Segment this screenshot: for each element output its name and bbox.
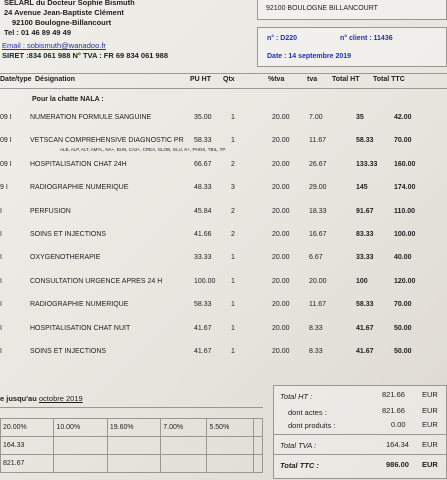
row-vat-amount: 8.33 [309,348,323,355]
row-unit-price: 66.67 [194,160,212,168]
client-number: n° client : 11436 [340,35,393,42]
total-ttc-label: Total TTC : [280,461,319,470]
client-address-box [257,0,447,20]
invoice-number: n° : D220 [267,35,298,42]
row-quantity: 1 [231,114,235,121]
table-row [0,295,447,317]
row-vat-amount: 16.67 [309,231,327,238]
row-vat-amount: 18.33 [309,207,327,215]
invoice-info-box [257,27,447,67]
issuer-email[interactable]: Email : sobismuth@wanadoo.fr [2,41,106,50]
row-total-ht: 83.33 [356,231,374,238]
client-city: 92100 BOULOGNE BILLANCOURT [266,5,378,12]
row-date: I [0,207,2,215]
table-row [0,108,447,130]
row-designation: HOSPITALISATION CHAT 24H [30,160,127,168]
col-date: Date/type [0,76,32,83]
row-vat-amount: 26.67 [309,160,327,168]
divider [0,407,263,408]
produits-value: 0.00 [391,420,406,429]
row-vat-rate: 20.00 [272,114,290,121]
currency: EUR [422,420,438,429]
paid-text: e jusqu'au [0,394,37,403]
vat-rate: 10.00% [54,419,107,437]
vat-rate: 7.00% [161,419,207,437]
row-unit-price: 100.00 [194,277,216,285]
totals-box [273,385,447,479]
row-quantity: 2 [231,160,235,168]
row-date: I [0,277,2,285]
row-total-ht: 58.33 [356,137,374,145]
vat-base: 821.67 [1,455,54,473]
row-total-ttc: 100.00 [394,231,416,238]
row-total-ht: 58.33 [356,301,374,309]
row-vat-rate: 20.00 [272,277,290,285]
row-vat-amount: 11.67 [309,137,326,145]
row-unit-price: 35.00 [194,114,212,121]
total-ht-label: Total HT : [280,392,313,401]
row-total-ttc: 40.00 [394,254,412,262]
table-row [0,225,447,247]
actes-value: 821.66 [382,406,405,415]
row-designation: SOINS ET INJECTIONS [30,348,107,355]
table-row [0,342,447,364]
row-total-ht: 41.67 [356,324,374,332]
row-vat-rate: 20.00 [272,137,290,145]
table-row [0,319,447,341]
issuer-city: 92100 Boulogne-Billancourt [12,18,112,27]
issuer-siret: SIRET :834 061 988 N° TVA : FR 69 834 061 988 [2,51,169,60]
table-row [0,131,447,153]
row-vat-amount: 20.00 [309,277,327,285]
row-quantity: 1 [231,324,235,332]
row-unit-price: 33.33 [194,254,212,262]
row-quantity: 1 [231,277,235,285]
row-unit-price: 58.33 [194,137,212,145]
row-total-ht: 145 [356,184,368,192]
total-ht-value: 821.66 [382,390,405,399]
table-row [0,248,447,270]
total-ttc-value: 986.00 [386,460,409,469]
row-date: I [0,231,2,238]
row-total-ttc: 50.00 [394,324,412,332]
issuer-phone: Tel : 01 46 89 49 49 [4,28,71,37]
col-total-ht: Total HT [332,76,360,83]
row-designation: RADIOGRAPHIE NUMERIQUE [30,301,129,309]
col-tva-pct: %tva [268,76,285,83]
invoice-date: Date : 14 septembre 2019 [267,53,352,60]
row-total-ttc: 70.00 [394,301,412,309]
row-total-ttc: 120.00 [394,277,416,285]
col-tva: tva [307,76,318,83]
table-row [0,272,447,294]
row-vat-rate: 20.00 [272,301,290,309]
vat-rate: 5.50% [207,419,253,437]
row-designation: SOINS ET INJECTIONS [30,231,107,238]
row-vat-amount: 29.00 [309,184,327,192]
table-header [0,73,447,89]
row-designation: VETSCAN COMPREHENSIVE DIAGNOSTIC PR [30,137,184,145]
currency: EUR [422,390,438,399]
row-total-ht: 91.67 [356,207,374,215]
row-quantity: 1 [231,137,235,145]
row-unit-price: 41.67 [194,324,212,332]
row-total-ttc: 110.00 [394,207,416,215]
row-unit-price: 41.66 [194,231,212,238]
row-vat-rate: 20.00 [272,254,290,262]
row-total-ttc: 70.00 [394,137,412,145]
row-total-ht: 33.33 [356,254,374,262]
produits-label: dont produits : [288,421,336,430]
paid-line [0,394,83,403]
row-total-ttc: 160.00 [394,160,416,168]
row-unit-price: 45.84 [194,207,212,215]
row-unit-price: 58.33 [194,301,212,309]
row-designation: CONSULTATION URGENCE APRES 24 H [30,277,163,285]
row-vat-rate: 20.00 [272,324,290,332]
row-designation: PERFUSION [30,207,71,215]
currency: EUR [422,460,438,469]
issuer-address: 24 Avenue Jean-Baptiste Clément [4,8,124,17]
row-total-ht: 100 [356,277,368,285]
row-date: I [0,348,2,355]
row-quantity: 1 [231,348,235,355]
row-quantity: 1 [231,301,235,309]
row-vat-amount: 8.33 [309,324,323,332]
row-total-ttc: 42.00 [394,114,412,121]
row-vat-rate: 20.00 [272,231,290,238]
row-unit-price: 48.33 [194,184,212,192]
row-date: 09 I [0,160,12,168]
row-vat-rate: 20.00 [272,184,290,192]
col-qty: Qtx [223,76,235,83]
currency: EUR [422,406,438,415]
row-total-ttc: 50.00 [394,348,412,355]
total-tva-value: 164.34 [386,440,409,449]
row-quantity: 2 [231,207,235,215]
row-vat-amount: 7.00 [309,114,323,121]
row-vat-rate: 20.00 [272,160,290,168]
vat-rate: 19.60% [107,419,160,437]
row-date: I [0,254,2,262]
row-designation: OXYGENOTHERAPIE [30,254,101,262]
row-total-ht: 35 [356,114,364,121]
row-detail: ALB, ALP, ALT, AMYL, NA+, BUN, CA2+, CREA, GLOB, GLU, K+, PHOS, TBIL, TP [60,147,226,153]
vat-value: 164.33 [1,437,54,455]
section-title: Pour la chatte NALA : [32,96,104,103]
total-tva-label: Total TVA : [280,441,317,450]
col-total-ttc: Total TTC [373,76,405,83]
row-total-ht: 41.67 [356,348,374,355]
actes-label: dont actes : [288,408,327,417]
row-designation: HOSPITALISATION CHAT NUIT [30,324,131,332]
table-row [0,178,447,200]
col-pu-ht: PU HT [190,76,211,83]
row-quantity: 3 [231,184,235,192]
col-designation: Désignation [35,76,76,83]
issuer-name: SELARL du Docteur Sophie Bismuth [4,0,135,7]
vat-table [0,418,263,473]
row-total-ttc: 174.00 [394,184,416,192]
row-designation: NUMERATION FORMULE SANGUINE [30,114,152,121]
row-unit-price: 41.67 [194,348,212,355]
row-date: 9 I [0,184,8,192]
row-total-ht: 133.33 [356,160,378,168]
row-vat-amount: 6.67 [309,254,323,262]
row-vat-amount: 11.67 [309,301,326,309]
currency: EUR [422,440,438,449]
paid-date: octobre 2019 [38,394,83,403]
table-row [0,155,447,177]
row-vat-rate: 20.00 [272,207,290,215]
row-quantity: 2 [231,231,235,238]
row-date: 09 I [0,137,12,145]
vat-rate: 20.00% [1,419,54,437]
table-row [0,202,447,224]
row-quantity: 1 [231,254,235,262]
row-date: 09 I [0,114,12,121]
row-vat-rate: 20.00 [272,348,290,355]
row-date: I [0,301,2,309]
row-designation: RADIOGRAPHIE NUMERIQUE [30,184,129,192]
row-date: I [0,324,2,332]
